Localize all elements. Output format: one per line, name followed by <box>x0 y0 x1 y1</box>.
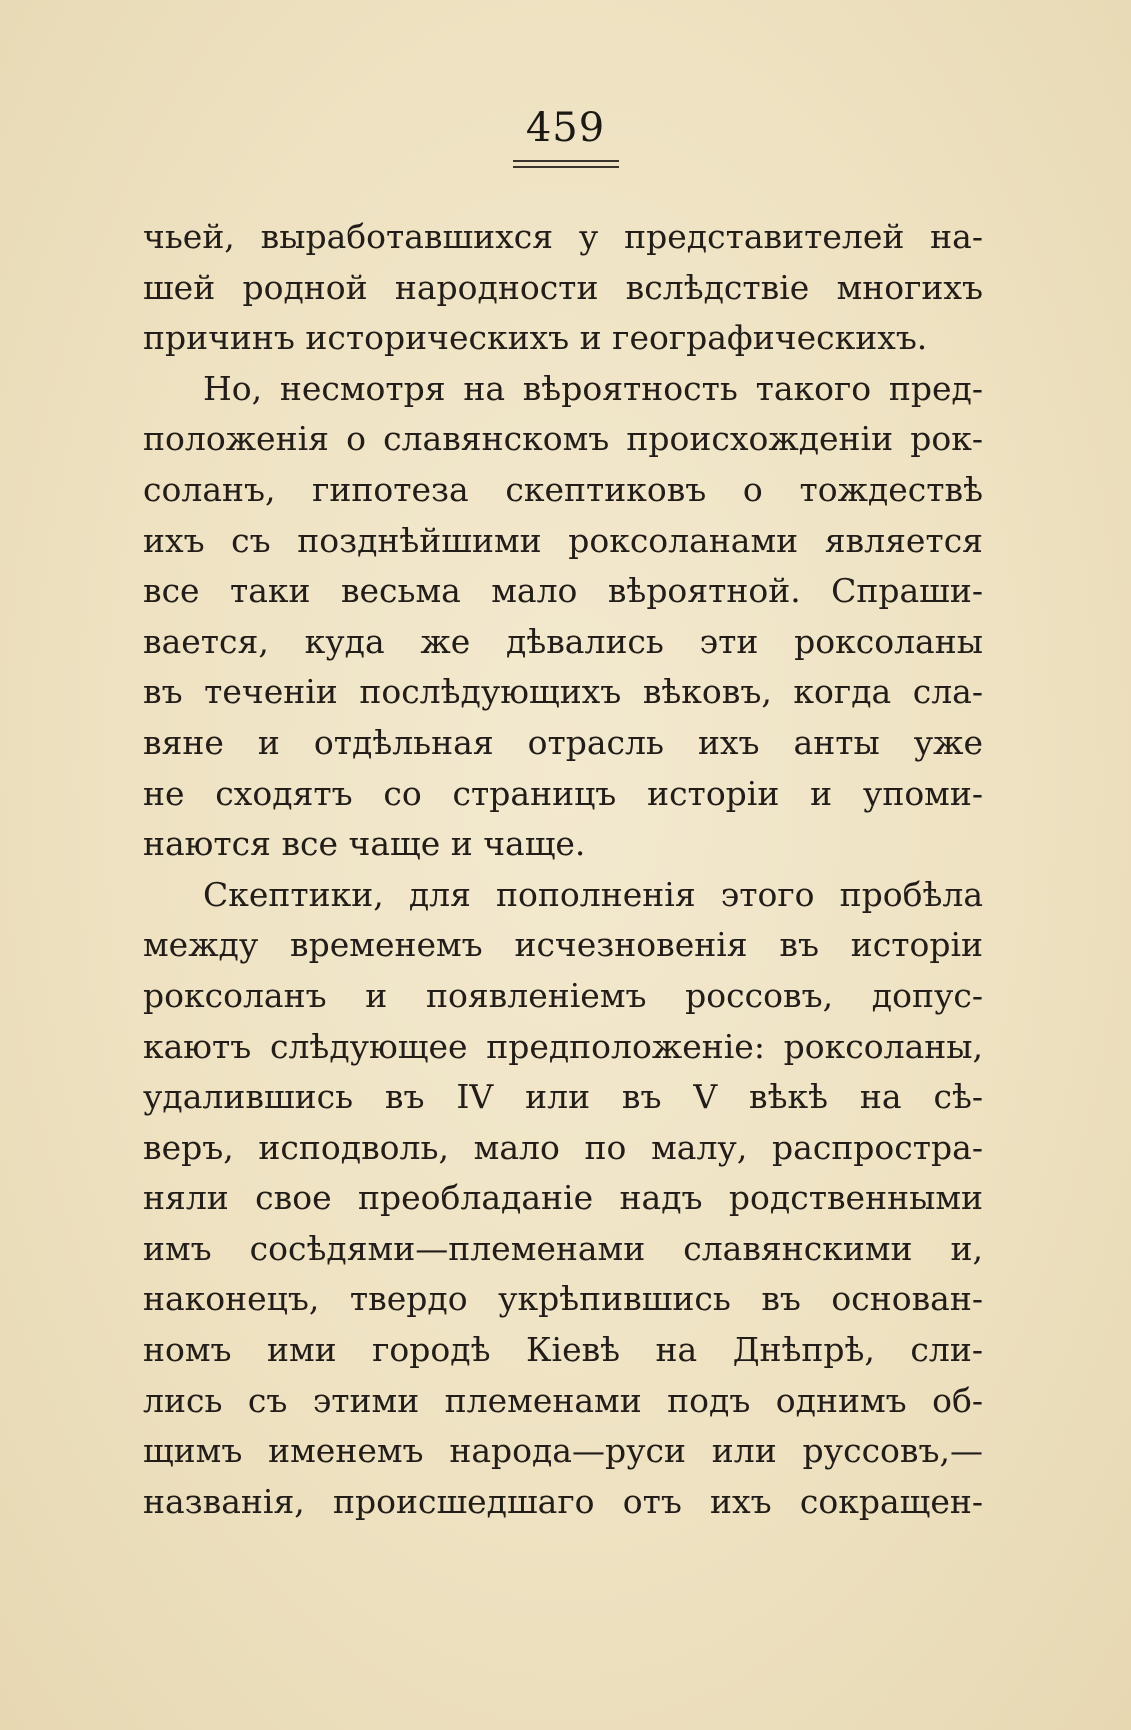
header-rule-top <box>513 160 619 162</box>
page-number: 459 <box>525 105 606 151</box>
text-line: Скептики, для пополненія этого пробѣла <box>203 874 983 914</box>
text-line: вается, куда же дѣвались эти роксоланы <box>143 621 983 661</box>
text-line: номъ ими городѣ Кіевѣ на Днѣпрѣ, сли- <box>143 1330 983 1370</box>
text-line: ихъ съ позднѣйшими роксоланами является <box>143 520 983 560</box>
text-line: имъ сосѣдями—племенами славянскими и, <box>143 1228 983 1268</box>
text-line: щимъ именемъ народа—руси или руссовъ,— <box>143 1431 983 1471</box>
text-line: чьей, выработавшихся у представителей на- <box>143 217 983 256</box>
text-line: вяне и отдѣльная отрасль ихъ анты уже <box>143 722 983 762</box>
text-line: соланъ, гипотеза скептиковъ о тождествѣ <box>143 469 983 509</box>
text-line: названія, происшедшаго отъ ихъ сокращен- <box>143 1481 983 1521</box>
header-rule-bottom <box>513 166 619 168</box>
text-line: положенія о славянскомъ происхожденіи рок- <box>143 419 983 459</box>
text-line: наконецъ, твердо укрѣпившись въ основан- <box>143 1279 983 1319</box>
page-header <box>0 105 1131 168</box>
text-line: роксоланъ и появленіемъ россовъ, допус- <box>143 975 983 1015</box>
text-line: Но, несмотря на вѣроятность такого пред- <box>203 368 983 408</box>
text-line: наются все чаще и чаще. <box>143 824 586 864</box>
text-line: между временемъ исчезновенія въ исторіи <box>143 925 983 965</box>
text-line: удалившись въ IV или въ V вѣкѣ на сѣ- <box>143 1077 983 1117</box>
text-line: причинъ историческихъ и географическихъ. <box>143 318 928 358</box>
text-line: все таки весьма мало вѣроятной. Спраши- <box>143 571 983 611</box>
text-line: веръ, исподволь, мало по малу, распростра- <box>143 1127 983 1167</box>
text-line: въ теченіи послѣдующихъ вѣковъ, когда сла- <box>143 672 983 712</box>
text-line: лись съ этими племенами подъ однимъ об- <box>143 1380 983 1420</box>
body-text <box>143 212 983 1527</box>
text-line: не сходятъ со страницъ исторіи и упоми- <box>143 773 983 813</box>
text-line: шей родной народности вслѣдствіе многихъ <box>143 267 983 307</box>
text-line: няли свое преобладаніе надъ родственными <box>143 1178 983 1218</box>
text-line: каютъ слѣдующее предположеніе: роксоланы, <box>143 1026 983 1066</box>
